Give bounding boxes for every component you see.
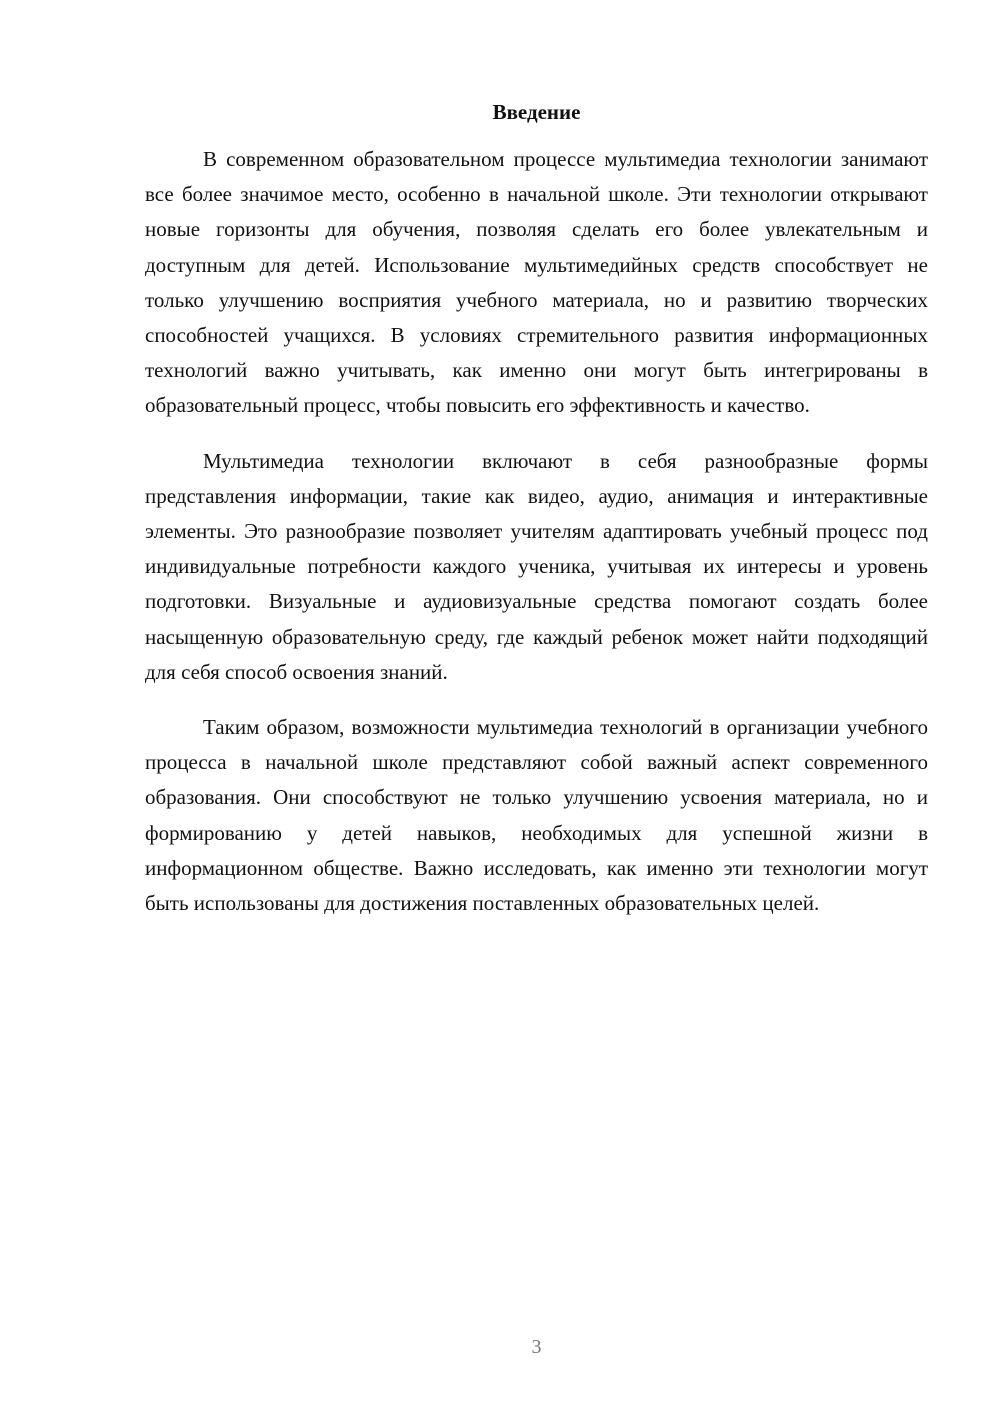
page-number: 3 [531,1336,542,1358]
paragraph-1: В современном образовательном процессе мультимедиа технологии занимают все более значимое место, особенно в начальной школе. Эти технологии открывают новые горизонты для обучения, позволяя сделать его более увлекательным и доступным для детей. Использование мультимедийных средств способствует не только улучшению восприятия учебного материала, но и развитию творческих способностей учащихся. В условиях стремительного развития информационных технологий важно учитывать, как именно они могут быть интегрированы в образовательный процесс, чтобы повысить его эффективность и качество. [145,147,928,418]
paragraph-2: Мультимедиа технологии включают в себя разнообразные формы представления информации, такие как видео, аудио, анимация и интерактивные элементы. Это разнообразие позволяет учителям адаптировать учебный процесс под индивидуальные потребности каждого ученика, учитывая их интересы и уровень подготовки. Визуальные и аудиовизуальные средства помогают создать более насыщенную образовательную среду, где каждый ребенок может найти подходящий для себя способ освоения знаний. [145,448,928,684]
section-heading: Введение [492,100,581,124]
body-text [145,142,928,941]
paragraph-3: Таким образом, возможности мультимедиа технологий в организации учебного процесса в начальной школе представляют собой важный аспект современного образования. Они способствуют не только улучшению усвоения материала, но и формированию у детей навыков, необходимых для успешной жизни в информационном обществе. Важно исследовать, как именно эти технологии могут быть использованы для достижения поставленных образовательных целей. [145,715,928,916]
